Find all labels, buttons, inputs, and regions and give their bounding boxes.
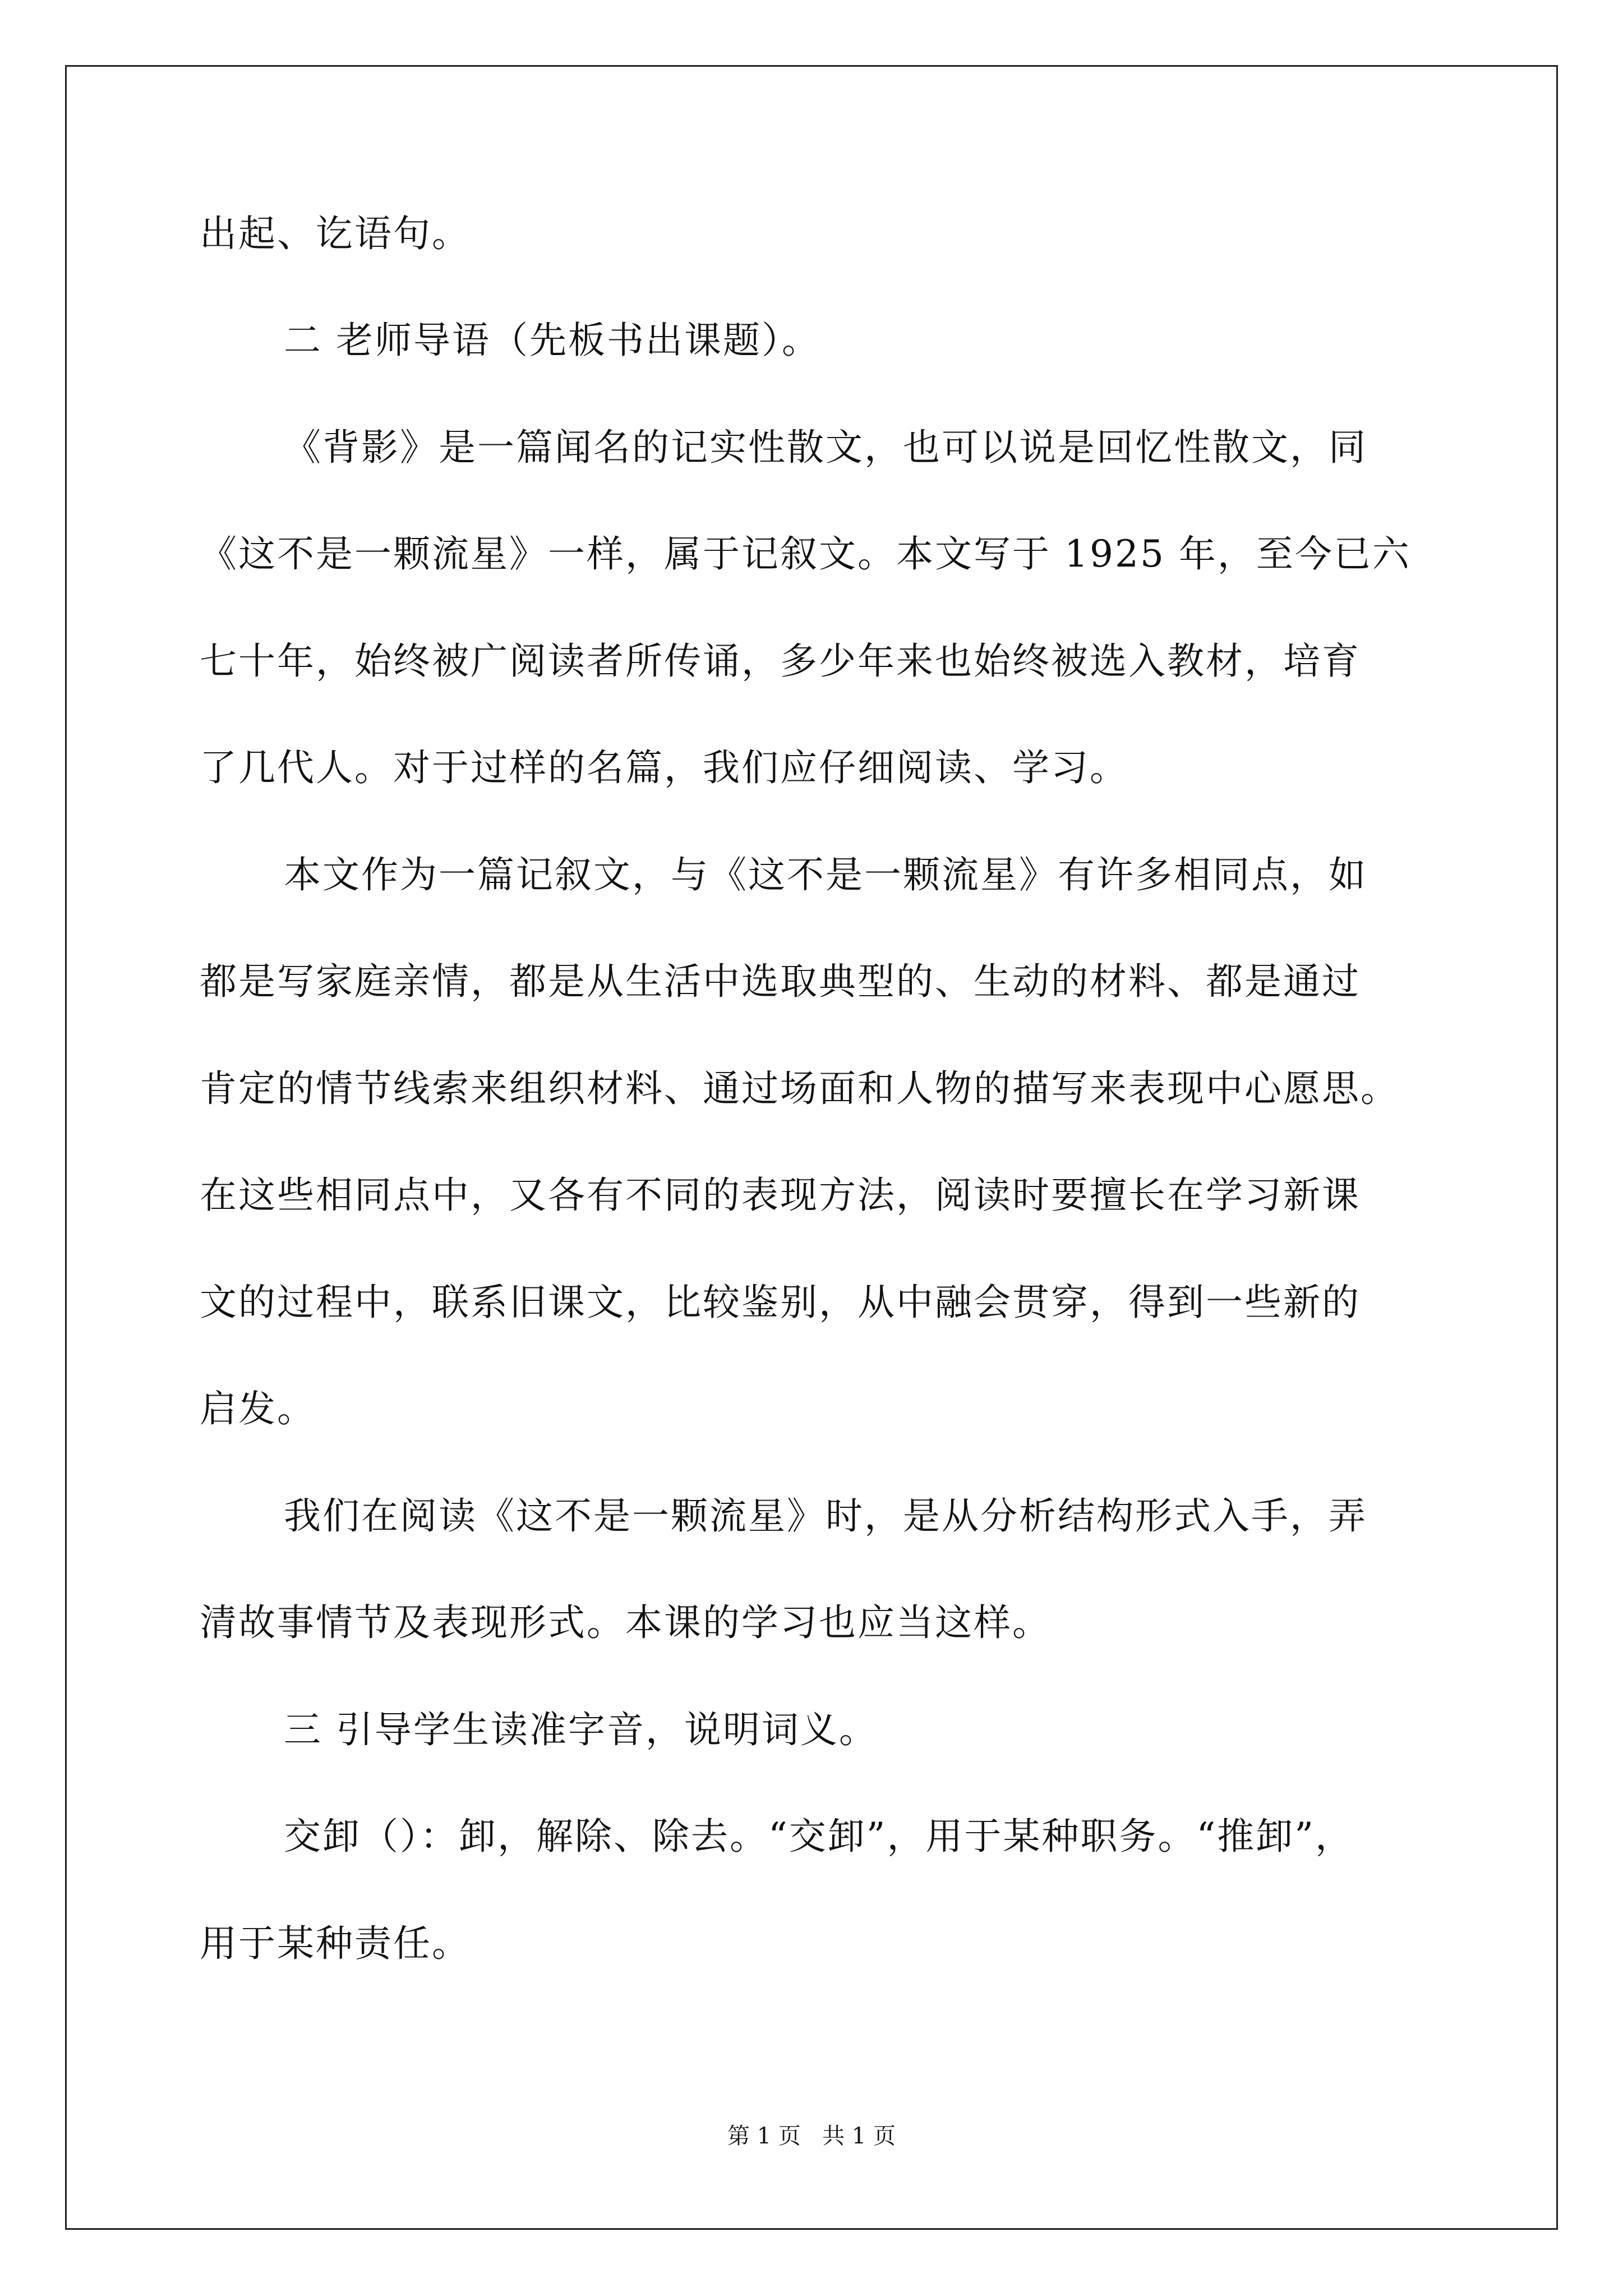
page-border — [65, 65, 1558, 2230]
text-line: 清故事情节及表现形式。本课的学习也应当这样。 — [200, 1601, 1051, 1644]
text-line: 用于某种责任。 — [200, 1922, 471, 1965]
text-line: 都是写家庭亲情，都是从生活中选取典型的、生动的材料、都是通过 — [200, 960, 1361, 1003]
text-line: 启发。 — [200, 1387, 316, 1430]
text-line: 了几代人。对于过样的名篇，我们应仔细阅读、学习。 — [200, 746, 1128, 789]
text-line: 《背影》是一篇闻名的记实性散文，也可以说是回忆性散文，同 — [284, 426, 1367, 469]
text-line: 文的过程中，联系旧课文，比较鉴别，从中融会贯穿，得到一些新的 — [200, 1281, 1361, 1324]
text-line: 我们在阅读《这不是一颗流星》时，是从分析结构形式入手，弄 — [284, 1494, 1367, 1538]
text-line: 出起、讫语句。 — [200, 212, 471, 255]
text-line: 在这些相同点中，又各有不同的表现方法，阅读时要擅长在学习新课 — [200, 1174, 1361, 1217]
section-heading: 二 老师导语（先板书出课题）。 — [284, 319, 820, 362]
text-line: 肯定的情节线索来组织材料、通过场面和人物的描写来表现中心愿思。 — [200, 1067, 1399, 1110]
text-line: 七十年，始终被广阅读者所传诵，多少年来也始终被选入教材，培育 — [200, 639, 1361, 683]
text-line: 《这不是一颗流星》一样，属于记叙文。本文写于 1925 年，至今已六 — [200, 532, 1411, 576]
text-line: 交卸（）：卸，解除、除去。“交卸”，用于某种职务。“推卸”， — [284, 1815, 1354, 1858]
text-line: 本文作为一篇记叙文，与《这不是一颗流星》有许多相同点，如 — [284, 853, 1367, 896]
section-heading: 三 引导学生读准字音，说明词义。 — [284, 1708, 878, 1751]
page-number: 第 1 页 共 1 页 — [727, 2123, 896, 2149]
